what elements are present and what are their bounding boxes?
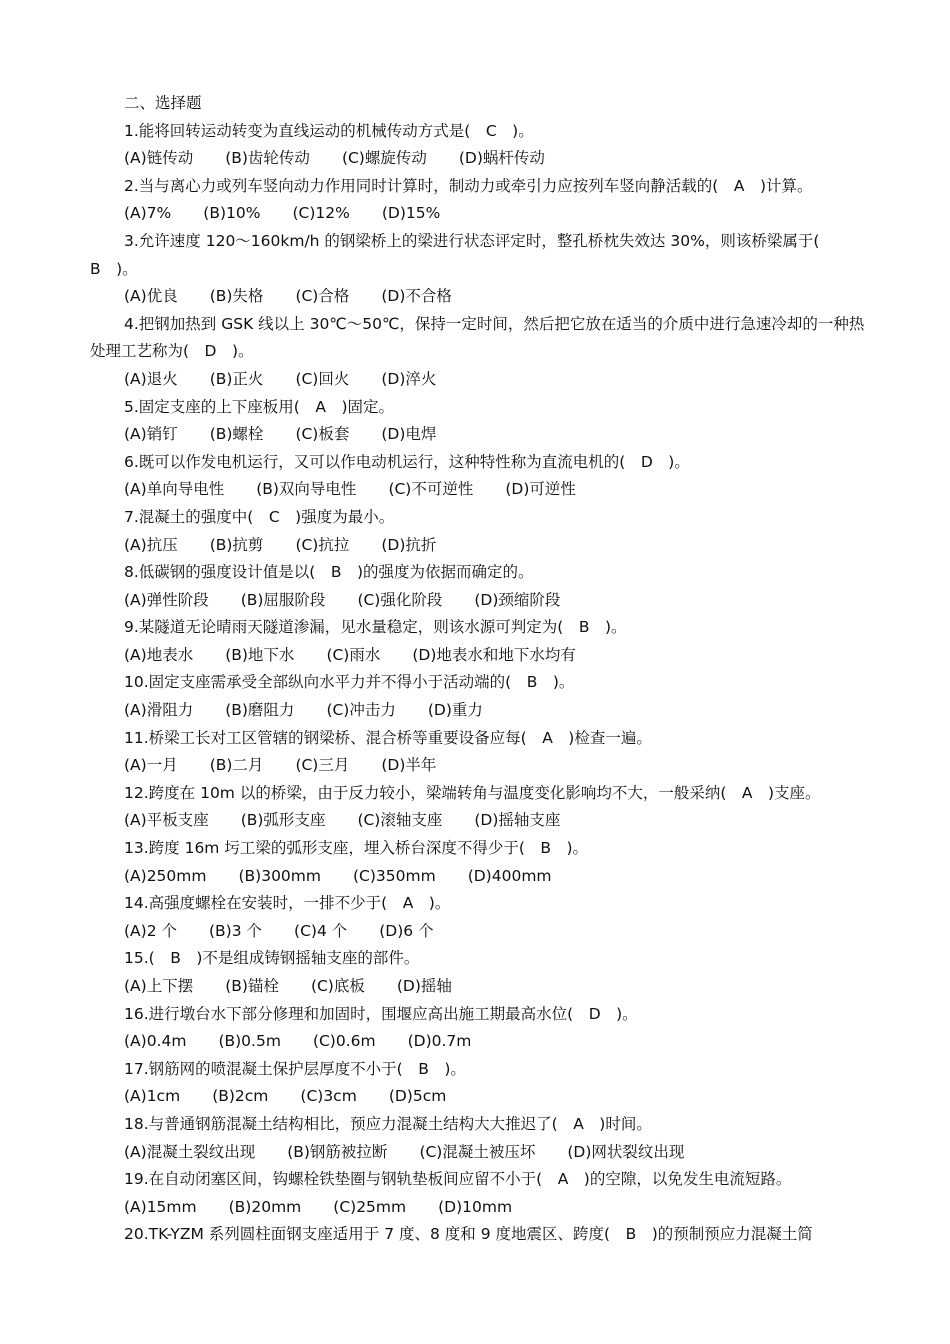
option-item: (A)滑阻力 <box>124 701 194 720</box>
option-item: (C)4 个 <box>294 921 348 940</box>
option-item: (B)地下水 <box>225 645 295 664</box>
option-item: (A)一月 <box>124 756 178 775</box>
option-item: (D)15% <box>381 204 441 223</box>
option-item: (B)10% <box>203 204 261 223</box>
option-item: (A)退火 <box>124 369 178 388</box>
option-item: (C)不可逆性 <box>388 480 474 499</box>
option-item: (B)齿轮传动 <box>225 149 310 168</box>
option-row <box>90 752 870 780</box>
option-item: (D)半年 <box>381 756 437 775</box>
section-title: 二、选择题 <box>124 94 202 112</box>
option-item: (B)双向导电性 <box>256 480 357 499</box>
option-item: (D)淬火 <box>381 369 437 388</box>
option-item: (D)网状裂纹出现 <box>567 1142 685 1161</box>
option-item: (C)冲击力 <box>326 701 396 720</box>
option-item: (A)平板支座 <box>124 811 209 830</box>
option-item: (D)地表水和地下水均有 <box>412 645 576 664</box>
question-text: 13.跨度 16m 圬工梁的弧形支座，埋入桥台深度不得少于( B )。 <box>124 839 589 858</box>
option-item: (C)抗拉 <box>295 535 350 554</box>
option-row <box>90 1028 870 1056</box>
option-item: (B)磨阻力 <box>225 701 295 720</box>
option-row <box>90 918 870 946</box>
option-row <box>90 200 870 228</box>
question-text: 4.把钢加热到 GSK 线以上 30℃～50℃，保持一定时间，然后把它放在适当的介质中进行急速冷却的一种热处理工艺称为( D )。 <box>90 314 865 361</box>
option-item: (B)钢筋被拉断 <box>287 1142 388 1161</box>
option-item: (C)25mm <box>333 1197 407 1216</box>
option-item: (A)0.4m <box>124 1032 187 1051</box>
option-item: (B)失格 <box>209 287 264 306</box>
option-item: (A)250mm <box>124 866 207 885</box>
option-item: (A)2 个 <box>124 921 177 940</box>
option-row <box>90 283 870 311</box>
option-item: (D)400mm <box>467 866 552 885</box>
option-item: (C)350mm <box>353 866 436 885</box>
option-item: (A)优良 <box>124 287 178 306</box>
question-text: 12.跨度在 10m 以的桥梁，由于反力较小，梁端转角与温度变化影响均不大，一般采纳( A )支座。 <box>124 783 821 802</box>
option-row <box>90 145 870 173</box>
option-row <box>90 863 870 891</box>
question-text: 19.在自动闭塞区间，钩螺栓铁垫圈与钢轨垫板间应留不小于( A )的空隙，以免发生电流短路。 <box>124 1170 792 1189</box>
question-text: 15.( B )不是组成铸钢摇轴支座的部件。 <box>124 949 420 968</box>
option-item: (D)5cm <box>388 1087 447 1106</box>
option-item: (A)混凝土裂纹出现 <box>124 1142 256 1161</box>
option-item: (D)10mm <box>438 1197 513 1216</box>
option-row <box>90 642 870 670</box>
option-item: (B)二月 <box>209 756 264 775</box>
option-item: (C)雨水 <box>326 645 381 664</box>
option-item: (D)可逆性 <box>505 480 576 499</box>
option-item: (D)摇轴 <box>396 977 452 995</box>
option-item: (C)合格 <box>295 287 350 306</box>
option-item: (D)不合格 <box>381 287 452 306</box>
option-item: (D)0.7m <box>407 1032 472 1051</box>
option-item: (A)抗压 <box>124 535 178 554</box>
question-text: 9.某隧道无论晴雨天隧道渗漏，见水量稳定，则该水源可判定为( B )。 <box>124 618 627 637</box>
question-text: 14.高强度螺栓在安装时，一排不少于( A )。 <box>124 894 451 913</box>
option-item: (B)300mm <box>238 866 321 885</box>
option-item: (A)15mm <box>124 1197 197 1216</box>
option-item: (A)1cm <box>124 1087 181 1106</box>
option-item: (B)屈服阶段 <box>240 590 326 609</box>
option-item: (C)0.6m <box>312 1032 376 1051</box>
option-item: (A)地表水 <box>124 645 194 664</box>
option-item: (C)强化阶段 <box>357 590 443 609</box>
question-text: 2.当与离心力或列车竖向动力作用同时计算时，制动力或牵引力应按列车竖向静活载的( A )计算。 <box>124 176 813 195</box>
option-row <box>90 1083 870 1111</box>
option-item: (B)0.5m <box>218 1032 281 1051</box>
option-item: (C)板套 <box>295 425 350 444</box>
option-item: (A)单向导电性 <box>124 480 225 499</box>
option-row <box>90 973 870 1001</box>
option-row <box>90 476 870 504</box>
question-text: 17.钢筋网的喷混凝土保护层厚度不小于( B )。 <box>124 1059 466 1078</box>
question-text: 8.低碳钢的强度设计值是以( B )的强度为依据而确定的。 <box>124 563 534 582</box>
option-item: (A)销钉 <box>124 425 178 444</box>
option-item: (C)滚轴支座 <box>357 811 443 830</box>
document-content <box>90 90 870 1249</box>
option-item: (C)底板 <box>310 977 365 995</box>
option-item: (A)7% <box>124 204 172 223</box>
option-item: (C)三月 <box>295 756 350 775</box>
option-item: (D)颈缩阶段 <box>474 590 561 609</box>
option-row <box>90 532 870 560</box>
option-item: (B)弧形支座 <box>240 811 326 830</box>
option-item: (D)电焊 <box>381 425 437 444</box>
question-text: 16.进行墩台水下部分修理和加固时，围堰应高出施工期最高水位( D )。 <box>124 1004 638 1023</box>
question-text: 18.与普通钢筋混凝土结构相比，预应力混凝土结构大大推迟了( A )时间。 <box>124 1114 652 1133</box>
question-text: 5.固定支座的上下座板用( A )固定。 <box>124 397 394 416</box>
option-item: (C)回火 <box>295 369 350 388</box>
option-row <box>90 807 870 835</box>
option-item: (C)混凝土被压坏 <box>419 1142 536 1161</box>
option-item: (B)锚栓 <box>225 977 279 995</box>
option-item: (B)正火 <box>209 369 264 388</box>
option-item: (A)弹性阶段 <box>124 590 209 609</box>
option-item: (D)6 个 <box>379 921 434 940</box>
option-item: (B)20mm <box>228 1197 302 1216</box>
option-row <box>90 1139 870 1167</box>
option-item: (B)3 个 <box>209 921 263 940</box>
question-text: 1.能将回转运动转变为直线运动的机械传动方式是( C )。 <box>124 121 534 140</box>
option-item: (C)3cm <box>300 1087 357 1106</box>
option-row <box>90 421 870 449</box>
option-item: (D)抗折 <box>381 535 437 554</box>
option-row <box>90 1194 870 1222</box>
option-item: (A)上下摆 <box>124 977 194 995</box>
option-row <box>90 697 870 725</box>
option-item: (D)摇轴支座 <box>474 811 561 830</box>
option-row <box>90 587 870 615</box>
question-list <box>90 118 870 1249</box>
option-item: (A)链传动 <box>124 149 194 168</box>
question-text: 11.桥梁工长对工区管辖的钢梁桥、混合桥等重要设备应每( A )检查一遍。 <box>124 728 652 747</box>
option-item: (C)12% <box>292 204 350 223</box>
question-text: 3.允许速度 120～160km/h 的钢梁桥上的梁进行状态评定时，整孔桥枕失效达 30%，则该桥梁属于( B )。 <box>90 231 835 278</box>
option-item: (D)重力 <box>427 701 483 720</box>
question-text: 7.混凝土的强度中( C )强度为最小。 <box>124 507 395 526</box>
option-item: (B)2cm <box>212 1087 269 1106</box>
question-text: 6.既可以作发电机运行，又可以作电动机运行，这种特性称为直流电机的( D )。 <box>124 452 690 471</box>
option-item: (C)螺旋传动 <box>341 149 427 168</box>
option-item: (B)抗剪 <box>209 535 264 554</box>
option-row <box>90 366 870 394</box>
question-text: 20.TK-YZM 系列圆柱面钢支座适用于 7 度、8 度和 9 度地震区、跨度( B )的预制预应力混凝土简 <box>124 1225 813 1244</box>
option-item: (D)蜗杆传动 <box>458 149 545 168</box>
question-text: 10.固定支座需承受全部纵向水平力并不得小于活动端的( B )。 <box>124 673 575 692</box>
option-item: (B)螺栓 <box>209 425 264 444</box>
